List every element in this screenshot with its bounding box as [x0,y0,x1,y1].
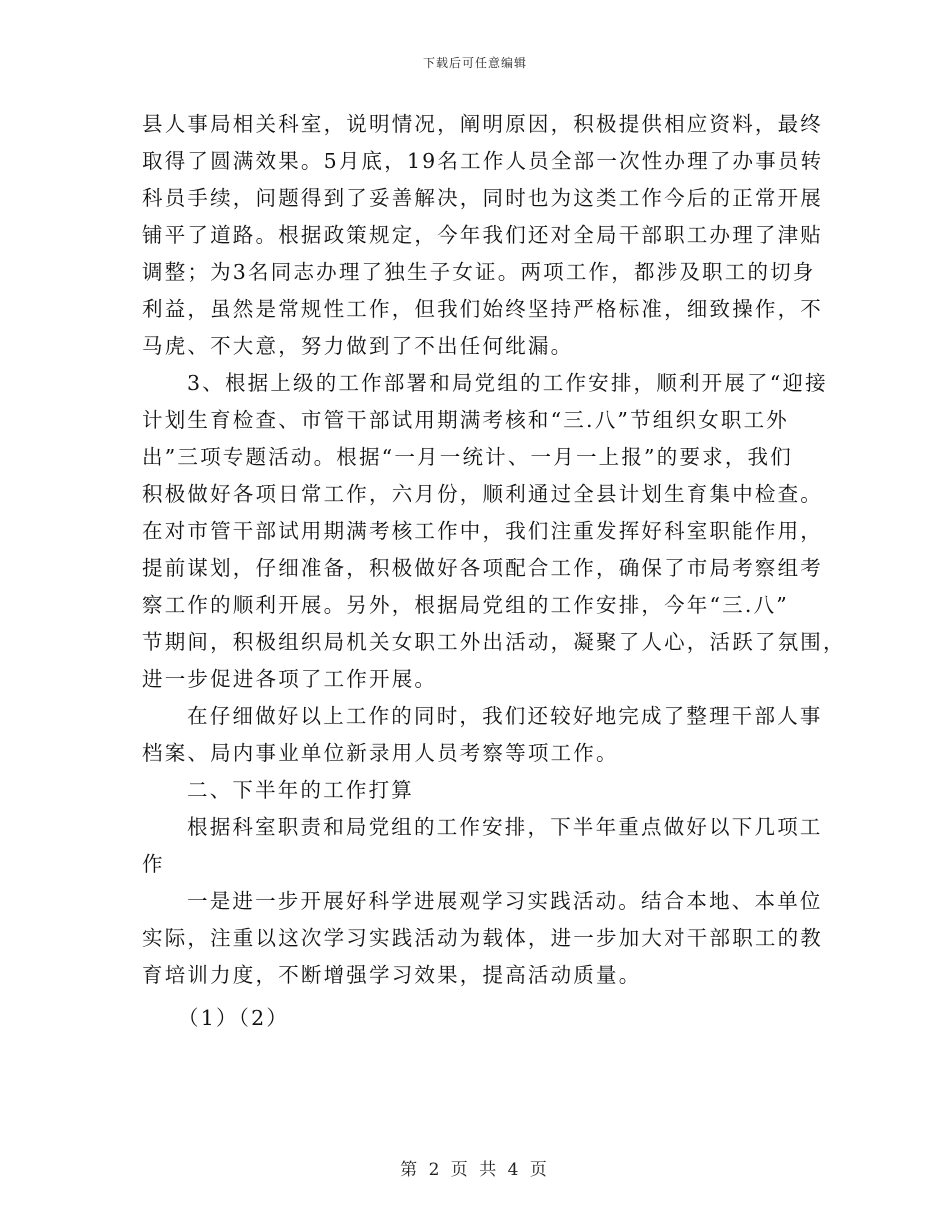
text-line: 调整；为3名同志办理了独生子女证。两项工作，都涉及职工的切身 [142,260,816,284]
text-line: 在仔细做好以上工作的同时，我们还较好地完成了整理干部人事 [187,704,823,728]
section-heading [142,772,822,809]
text-line: （1）（2） [178,1006,290,1030]
text-line: 科员手续，问题得到了妥善解决，同时也为这类工作今后的正常开展 [142,186,823,210]
text-line: 实际，注重以这次学习实践活动为载体，进一步加大对干部职工的教 [142,926,823,950]
paragraph-6 [142,1000,822,1037]
paragraph-3 [142,698,822,772]
text-line: 马虎、不大意，努力做到了不出任何纰漏。 [142,334,574,358]
text-line: 根据科室职责和局党组的工作安排，下半年重点做好以下几项工 [187,815,823,839]
text-line: 取得了圆满效果。5月底，19名工作人员全部一次性办理了办事员转 [142,149,824,173]
paragraph-5 [142,883,822,994]
document-body [142,106,846,1037]
text-line: 节期间，积极组织局机关女职工外出活动，凝聚了人心，活跃了氛围， [142,630,846,654]
paragraph-4 [142,809,822,883]
text-line: 在对市管干部试用期满考核工作中，我们注重发挥好科室职能作用， [142,519,823,543]
text-line: 档案、局内事业单位新录用人员考察等项工作。 [142,741,619,765]
paragraph-2 [142,365,846,698]
text-line: 积极做好各项日常工作，六月份，顺利通过全县计划生育集中检查。 [142,482,823,506]
heading-text: 二、下半年的工作打算 [187,778,414,802]
paragraph-1 [142,106,822,365]
text-line: 出”三项专题活动。根据“一月一统计、一月一上报”的要求，我们 [142,445,793,469]
text-line: 提前谋划，仔细准备，积极做好各项配合工作，确保了市局考察组考 [142,556,823,580]
text-line: 作 [142,852,165,876]
text-line: 计划生育检查、市管干部试用期满考核和“三.八”节组织女职工外 [142,408,789,432]
text-line: 利益，虽然是常规性工作，但我们始终坚持严格标准，细致操作，不 [142,297,823,321]
text-line: 铺平了道路。根据政策规定，今年我们还对全局干部职工办理了津贴 [142,223,823,247]
text-line: 进一步促进各项了工作开展。 [142,667,438,691]
page-footer: 第 2 页 共 4 页 [400,1160,550,1180]
text-line: 3、根据上级的工作部署和局党组的工作安排，顺利开展了“迎接 [187,371,828,395]
page-header: 下载后可任意编辑 [422,56,527,70]
text-line: 察工作的顺利开展。另外，根据局党组的工作安排，今年“三.八” [142,593,789,617]
text-line: 育培训力度，不断增强学习效果，提高活动质量。 [142,963,642,987]
text-line: 一是进一步开展好科学进展观学习实践活动。结合本地、本单位 [187,889,823,913]
text-line: 县人事局相关科室，说明情况，阐明原因，积极提供相应资料，最终 [142,112,823,136]
